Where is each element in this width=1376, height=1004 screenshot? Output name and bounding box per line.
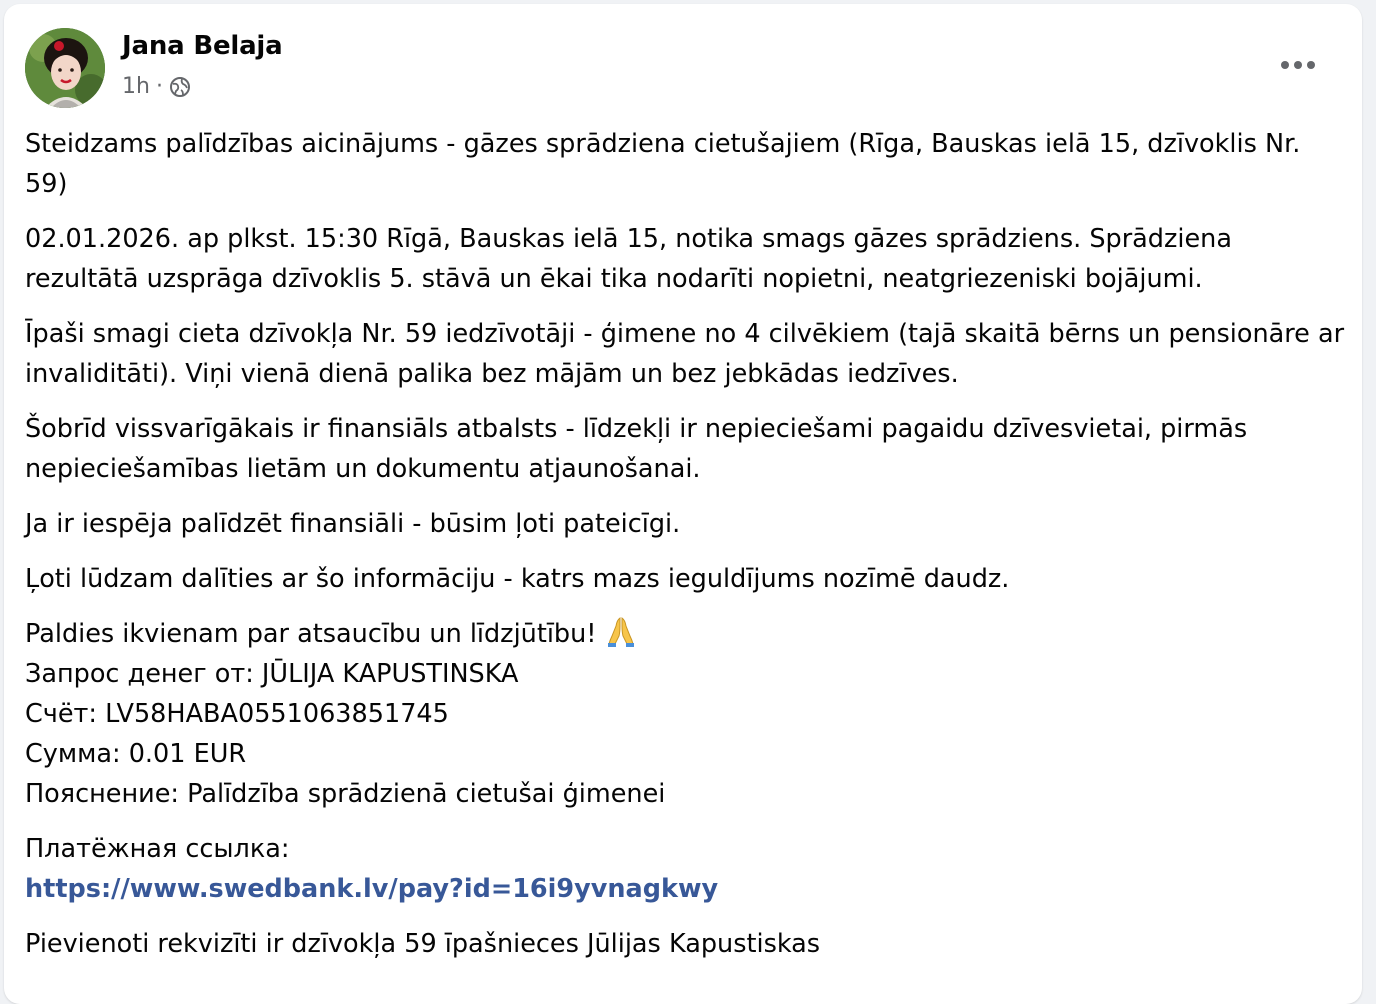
facebook-post [4, 4, 1362, 1004]
payment-details [25, 614, 1345, 814]
payment-link[interactable]: https://www.swedbank.lv/pay?id=16i9yvnagkwy [25, 874, 719, 904]
account-line: Счёт: LV58HABA0551063851745 [25, 699, 449, 729]
avatar[interactable] [25, 28, 105, 108]
paragraph-share-request: Ļoti lūdzam dalīties ar šo informāciju - katrs mazs ieguldījums nozīmē daudz. [25, 564, 1010, 594]
thanks-text: Paldies ikvienam par atsaucību un līdzjūtību! [25, 619, 597, 649]
amount-line: Сумма: 0.01 EUR [25, 739, 247, 769]
payment-link-block [25, 829, 1345, 909]
paragraph-footer: Pievienoti rekvizīti ir dzīvokļa 59 īpašnieces Jūlijas Kapustiskas [25, 929, 821, 959]
thanks-line [25, 614, 1345, 654]
post-meta [122, 74, 191, 99]
post-header [4, 4, 1362, 114]
post-body [25, 124, 1345, 979]
paragraph-incident: 02.01.2026. ap plkst. 15:30 Rīgā, Bauskas ielā 15, notika smags gāzes sprādziens. Sprādziena rezultātā uzsprāga dzīvoklis 5. stāvā un ēkai tika nodarīti nopietni, neatgriezeniski bojājumi. [25, 224, 1232, 294]
post-time[interactable]: 1h [122, 74, 150, 99]
payment-link-label: Платёжная ссылка: [25, 834, 290, 864]
folded-hands-icon [604, 614, 638, 648]
more-horizontal-icon[interactable] [1276, 48, 1320, 82]
paragraph-victims: Īpaši smagi cieta dzīvokļa Nr. 59 iedzīvotāji - ģimene no 4 cilvēkiem (tajā skaitā bērns un pensionāre ar invaliditāti). Viņi vienā dienā palika bez mājām un bez jebkādas iedzīves. [25, 319, 1345, 389]
meta-separator: · [155, 74, 163, 99]
paragraph-support: Šobrīd vissvarīgākais ir finansiāls atbalsts - līdzekļi ir nepieciešami pagaidu dzīvesvietai, pirmās nepieciešamības lietām un dokumentu atjaunošanai. [25, 414, 1248, 484]
request-from-line: Запрос денег от: JŪLIJA KAPUSTINSKA [25, 659, 519, 689]
explanation-line: Пояснение: Palīdzība sprādzienā cietušai ģimenei [25, 779, 666, 809]
avatar-image [25, 28, 105, 108]
paragraph-help-request: Ja ir iespēja palīdzēt finansiāli - būsim ļoti pateicīgi. [25, 509, 681, 539]
paragraph-appeal-title: Steidzams palīdzības aicinājums - gāzes sprādziena cietušajiem (Rīga, Bauskas ielā 15, dzīvoklis Nr. 59) [25, 129, 1301, 199]
globe-icon[interactable] [169, 76, 191, 98]
author-name[interactable]: Jana Belaja [122, 31, 283, 61]
